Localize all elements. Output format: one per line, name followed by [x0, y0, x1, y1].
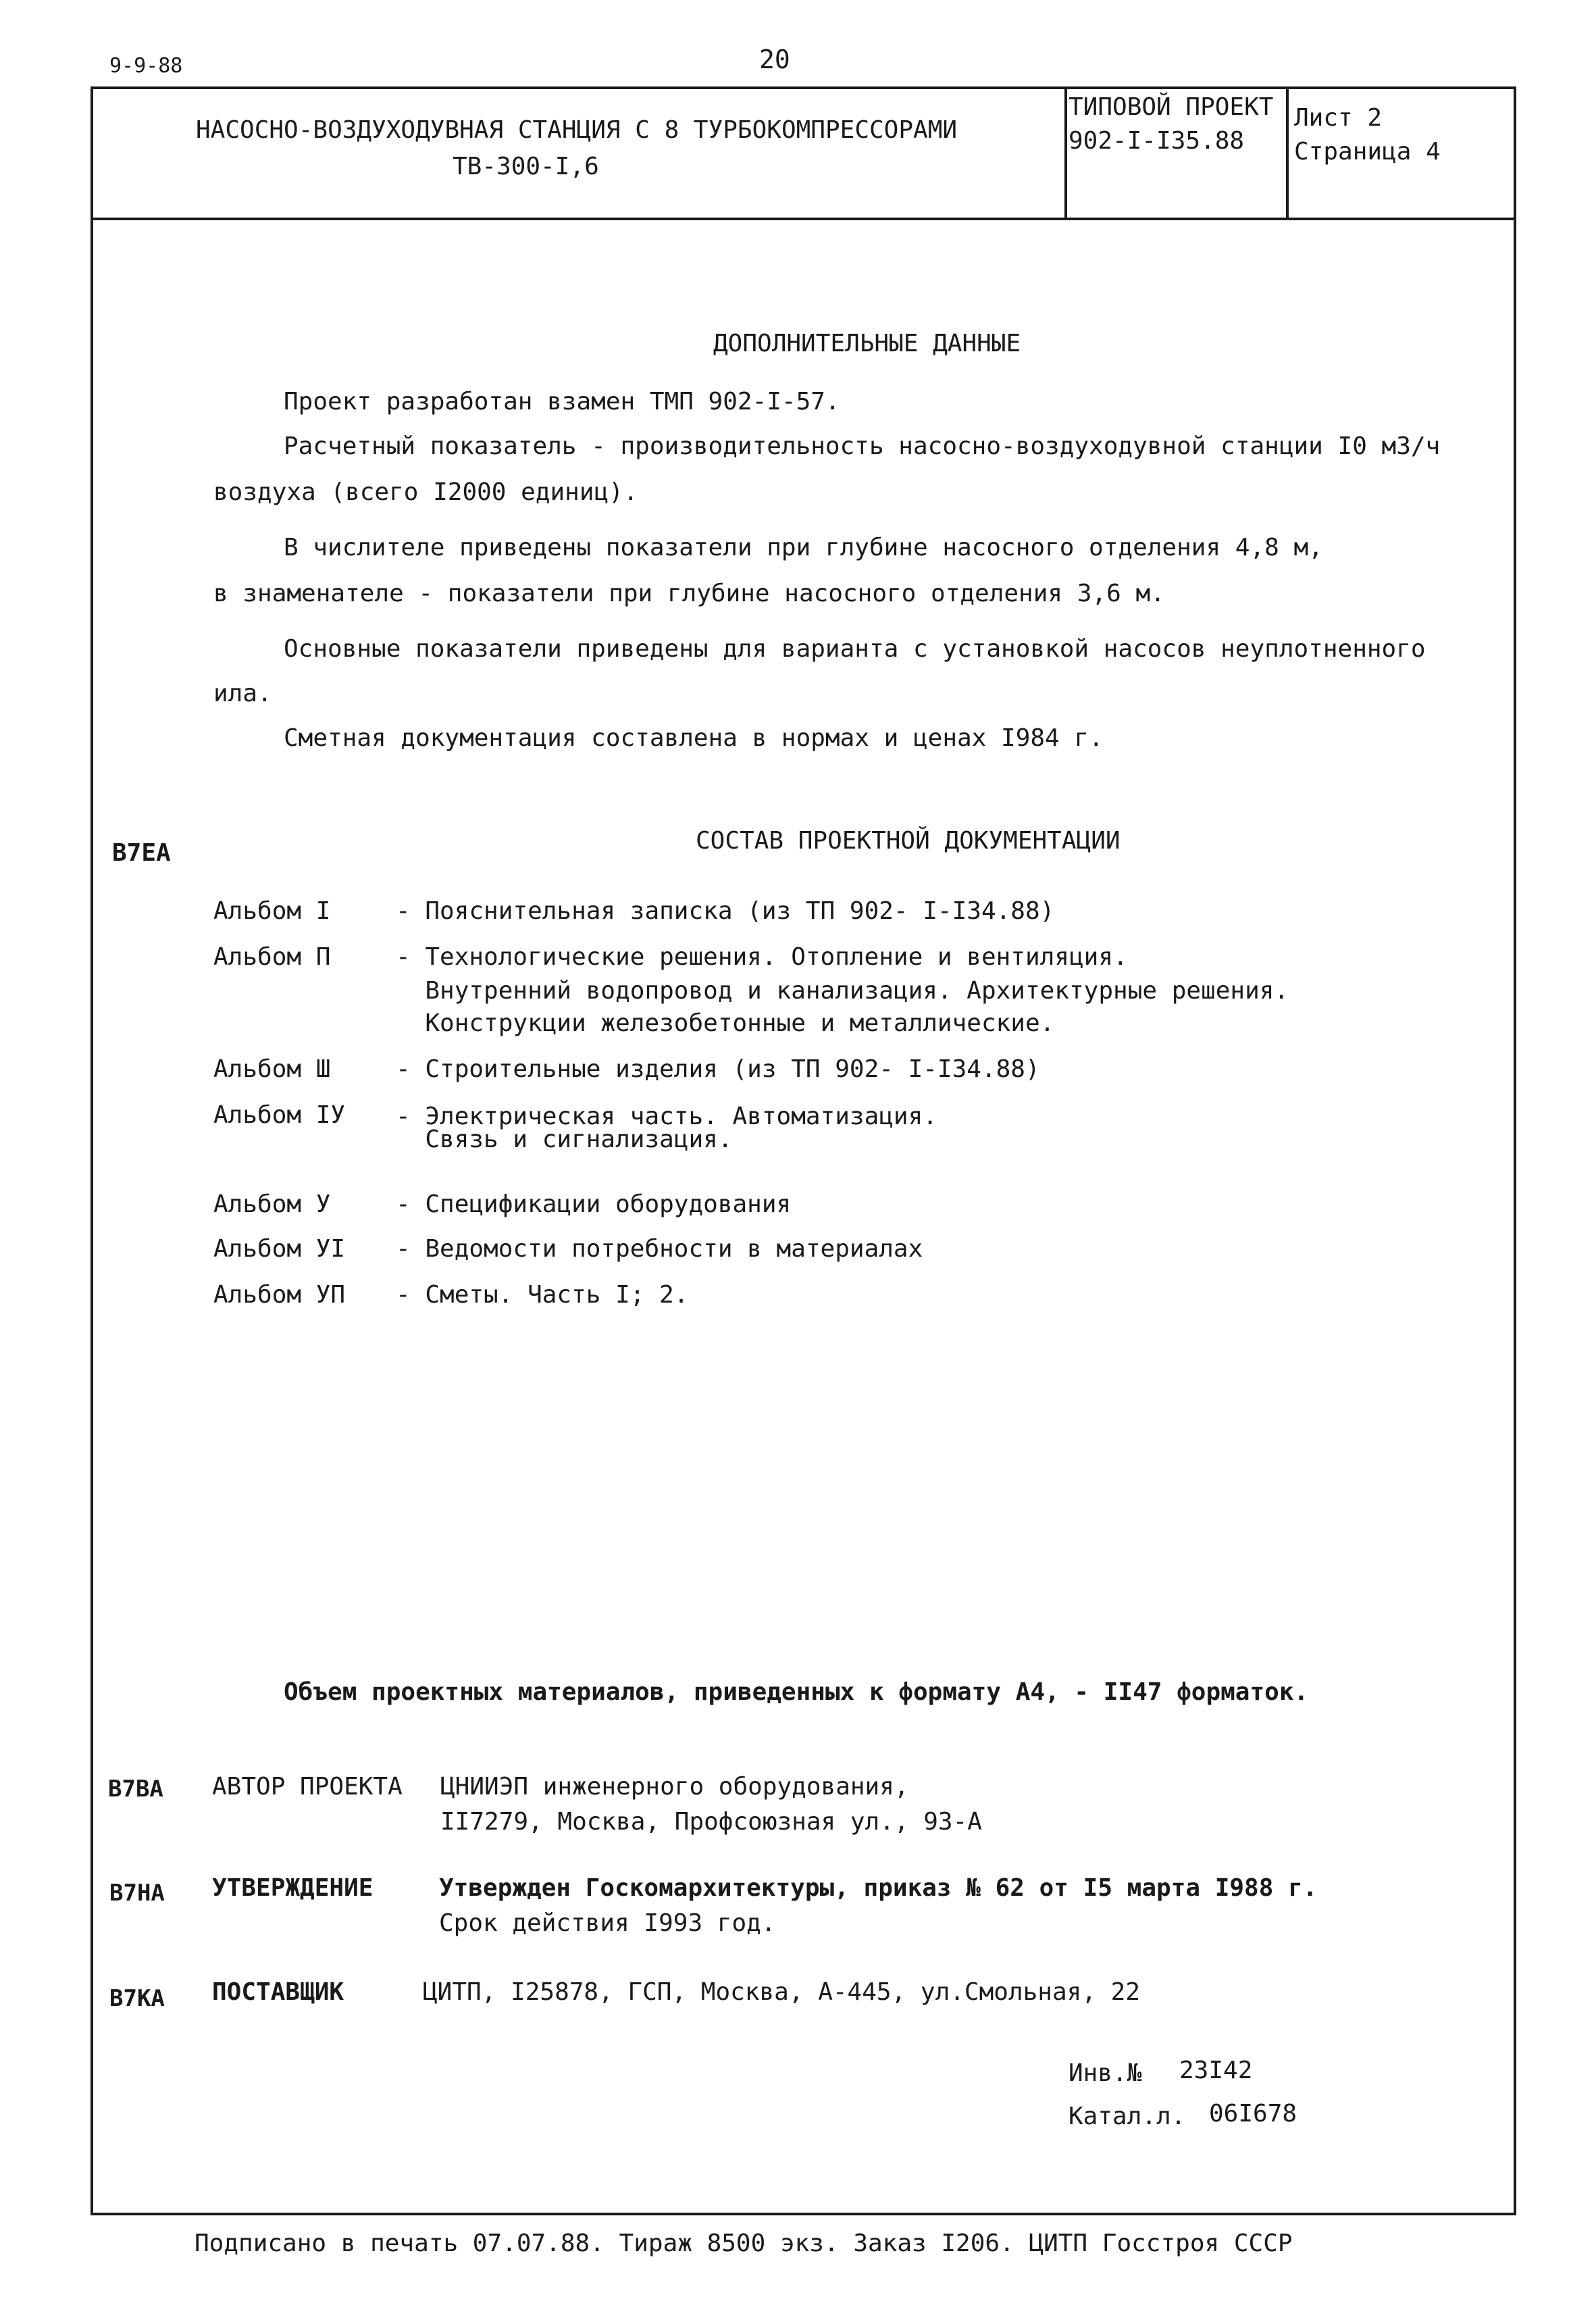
header-divider — [91, 218, 1516, 220]
album-name: Альбом Ш — [213, 1055, 331, 1083]
supplier-label: ПОСТАВЩИК — [212, 1978, 344, 2006]
author-line2: II7279, Москва, Профсоюзная ул., 93-А — [440, 1808, 982, 1836]
header-title-line1: НАСОСНО-ВОЗДУХОДУВНАЯ СТАНЦИЯ С 8 ТУРБОКОМПРЕССОРАМИ — [196, 116, 958, 144]
header-divider-left — [1064, 86, 1067, 219]
page-number: 20 — [759, 45, 790, 74]
author-label: АВТОР ПРОЕКТА — [212, 1773, 403, 1801]
additional-p5: Сметная документация составлена в нормах и ценах I984 г. — [284, 724, 1104, 752]
album-description: - Технологические решения. Отопление и вентиляция. — [396, 943, 1128, 971]
header-project-label: ТИПОВОЙ ПРОЕКТ — [1069, 93, 1274, 121]
catalog-value: 06I678 — [1209, 2100, 1297, 2128]
volume-statement: Объем проектных материалов, приведенных к формату А4, - II47 форматок. — [284, 1678, 1309, 1706]
album-description: - Электрическая часть. Автоматизация. — [396, 1103, 937, 1130]
header-page: Страница 4 — [1294, 138, 1441, 166]
approval-line2: Срок действия I993 год. — [439, 1909, 776, 1937]
album-description: - Спецификации оборудования — [396, 1190, 792, 1218]
header-sheet: Лист 2 — [1294, 104, 1383, 132]
additional-p2-line2: воздуха (всего I2000 единиц). — [213, 478, 638, 506]
header-divider-right — [1286, 86, 1289, 219]
album-description: - Пояснительная записка (из ТП 902- I-I34.88) — [396, 897, 1055, 925]
supplier-code: В7КА — [109, 1985, 165, 2012]
catalog-label: Катал.л. — [1069, 2103, 1186, 2130]
album-description: Конструкции железобетонные и металлические. — [396, 1009, 1055, 1037]
additional-p2-line1: Расчетный показатель - производительность насосно-воздуходувной станции I0 м3/ч — [284, 432, 1441, 460]
additional-p4-line1: Основные показатели приведены для варианта с установкой насосов неуплотненного — [284, 635, 1426, 663]
album-name: Альбом П — [213, 943, 331, 971]
approval-label: УТВЕРЖДЕНИЕ — [212, 1874, 374, 1902]
document-code: 9-9-88 — [109, 54, 183, 78]
additional-heading: ДОПОЛНИТЕЛЬНЫЕ ДАННЫЕ — [713, 330, 1021, 357]
composition-code: В7ЕА — [112, 839, 171, 867]
album-description: Внутренний водопровод и канализация. Архитектурные решения. — [396, 977, 1289, 1005]
header-project-number: 902-I-I35.88 — [1069, 127, 1245, 155]
album-description: - Сметы. Часть I; 2. — [396, 1281, 689, 1309]
approval-line1: Утвержден Госкомархитектуры, приказ № 62 от I5 марта I988 г. — [439, 1874, 1318, 1902]
print-footer: Подписано в печать 07.07.88. Тираж 8500 экз. Заказ I206. ЦИТП Госстроя СССР — [195, 2230, 1293, 2257]
composition-heading: СОСТАВ ПРОЕКТНОЙ ДОКУМЕНТАЦИИ — [696, 827, 1121, 855]
approval-code: В7НА — [109, 1880, 165, 1907]
album-name: Альбом УI — [213, 1235, 346, 1263]
additional-p3-line1: В числителе приведены показатели при глубине насосного отделения 4,8 м, — [284, 534, 1323, 561]
author-line1: ЦНИИЭП инженерного оборудования, — [440, 1773, 909, 1801]
album-name: Альбом I — [213, 897, 331, 925]
additional-p3-line2: в знаменателе - показатели при глубине насосного отделения 3,6 м. — [213, 580, 1165, 607]
album-description: - Ведомости потребности в материалах — [396, 1235, 923, 1263]
additional-p1: Проект разработан взамен ТМП 902-I-57. — [284, 388, 840, 416]
album-description: - Строительные изделия (из ТП 902- I-I34.88) — [396, 1055, 1040, 1083]
album-name: Альбом У — [213, 1190, 331, 1218]
album-description: Связь и сигнализация. — [396, 1126, 733, 1153]
author-code: В7ВА — [108, 1776, 163, 1803]
inventory-value: 23I42 — [1179, 2057, 1253, 2084]
additional-p4-line2: ила. — [213, 680, 272, 707]
supplier-line1: ЦИТП, I25878, ГСП, Москва, А-445, ул.Смольная, 22 — [423, 1978, 1141, 2006]
header-title-line2: ТВ-300-I,6 — [453, 153, 599, 180]
inventory-label: Инв.№ — [1069, 2059, 1142, 2087]
album-name: Альбом IУ — [213, 1101, 346, 1129]
album-name: Альбом УП — [213, 1281, 346, 1309]
